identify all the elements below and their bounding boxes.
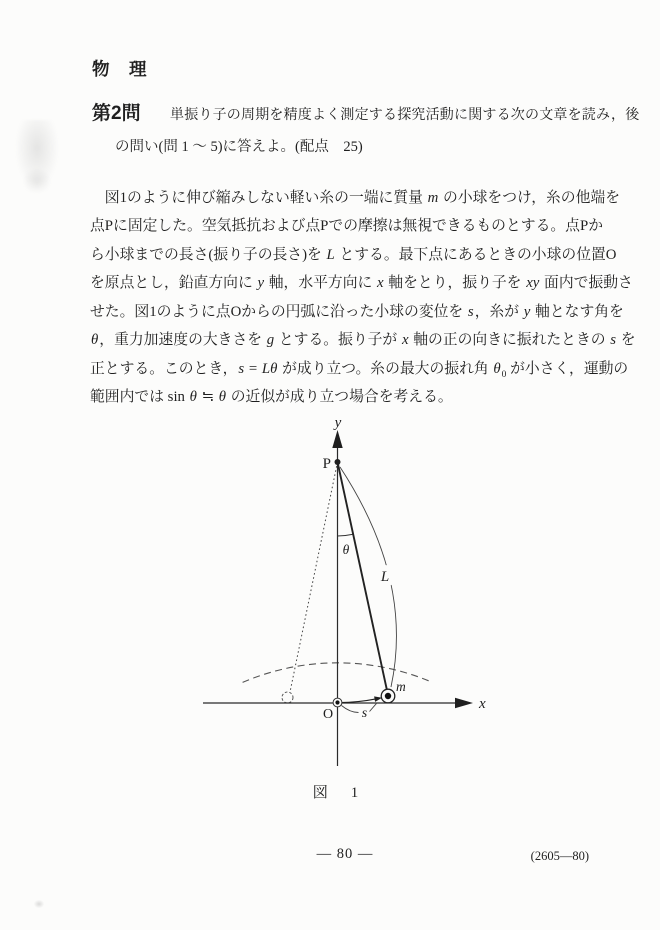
y-axis-label: y [334,415,342,431]
paragraph-line: 正とする。このとき，s = Lθ が成り立つ。糸の最大の振れ角 $\theta_0$ が小さく，運動の [90,360,629,380]
string-dotted-left [290,462,338,692]
x-axis-label: x [479,696,486,712]
s-arrow-curve [340,699,377,703]
problem-statement [90,184,636,412]
pendulum-figure [190,415,500,777]
origin-dot [335,700,339,704]
origin-label: O [322,707,334,722]
theta-arc [338,534,354,536]
s-label: s [361,706,368,721]
x-axis-arrowhead [455,698,473,708]
pivot-point [335,459,341,465]
ghost-ball [282,692,293,703]
paragraph-line: 図1のように伸び縮みしない軽い糸の一端に質量 m の小球をつけ，糸の他端を [90,190,620,206]
theta-label: θ [342,542,350,557]
paragraph-line: 範囲内では sin θ ≒ θ の近似が成り立つ場合を考える。 [90,389,453,406]
ball-inner [385,693,391,699]
paragraph-line: を原点とし，鉛直方向に y 軸，水平方向に x 軸をとり，振り子を xy 面内で振動さ [90,275,633,292]
mass-label: m [396,679,406,694]
question-intro-line1: 単振り子の周期を精度よく測定する探究活動に関する次の文章を読み，後 [170,108,640,123]
paragraph-line: ら小球までの長さ(振り子の長さ)を L とする。最下点にあるときの小球の位置O [90,246,617,263]
y-axis-arrowhead [332,430,342,448]
paragraph-line: 点Pに固定した。空気抵抗および点Pでの摩擦は無視できるものとする。点Pか [90,218,603,235]
scan-artifact [14,120,60,190]
question-intro-line2: の問い(問 1 〜 5)に答えよ。(配点 25) [115,139,363,155]
question-number: 第2問 [92,103,141,124]
page-number: — 80 — [316,846,374,862]
s-leader-left [342,706,359,713]
length-label: L [380,569,390,585]
subject-heading: 物 理 [92,59,148,79]
paragraph-line: せた。図1のように点Oからの円弧に沿った小球の変位を s，糸が y 軸となす角を [90,303,624,320]
scan-artifact [34,900,44,908]
paragraph-line: θ，重力加速度の大きさを g とする。振り子が x 軸の正の向きに振れたときの s を [91,332,636,349]
figure-caption: 図 1 [312,785,363,801]
scan-artifact [22,168,52,194]
s-leader-right [370,703,378,712]
booklet-code: (2605—80) [530,849,589,863]
pivot-label: P [322,456,331,472]
